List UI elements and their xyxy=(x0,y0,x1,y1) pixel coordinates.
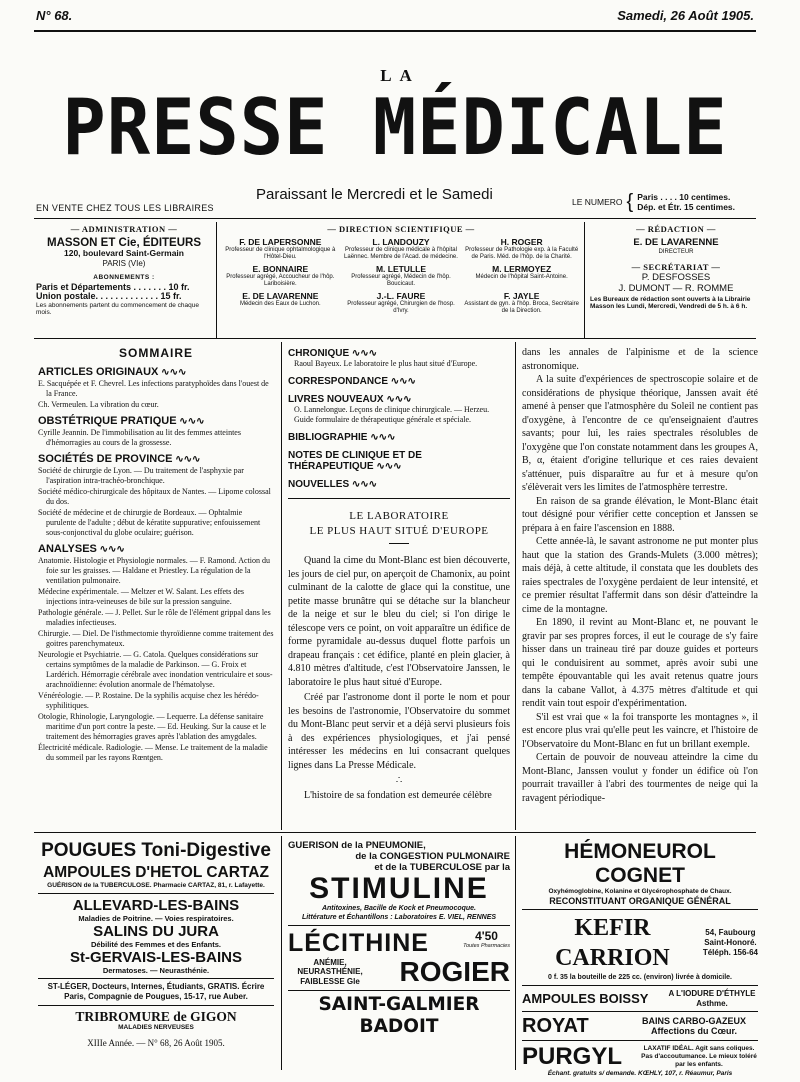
toc-heading xyxy=(288,348,510,359)
direction-member xyxy=(463,291,580,315)
sommaire-section-heading xyxy=(38,454,274,465)
ad-boissy-row xyxy=(522,989,758,1008)
member-name: E. DE LAVARENNE xyxy=(242,291,319,301)
direction-grid xyxy=(222,237,580,315)
article-title-2: LE PLUS HAUT SITUÉ D'EUROPE xyxy=(309,525,489,537)
ad-leger: ST-LÉGER, Docteurs, Internes, Étudiants, GRATIS. Écrire Paris, Compagnie de Pougues, 15-17, rue Auber. xyxy=(47,982,265,1001)
col3-paragraph-2: En raison de sa grande élévation, le Mont-Blanc était tout désigné pour vérifier cette conception et Janssen se prépara à en faire l'ascension en 1888. xyxy=(522,495,758,534)
ad-hetol: AMPOULES D'HETOL CARTAZ xyxy=(43,864,269,881)
section-heading-text: SOCIÉTÉS DE PROVINCE xyxy=(38,453,173,465)
section-heading-text: ANALYSES xyxy=(38,543,97,555)
redaction-heading: — RÉDACTION — xyxy=(636,224,716,234)
member-description: Professeur de Pathologie exp. à la Faculté de Paris. Méd. de l'hôp. de la Charité. xyxy=(465,247,579,260)
page-footer: XIIIe Année. — N° 68, 26 Août 1905. xyxy=(87,1038,225,1048)
ad-guerison-3: et de la TUBERCULOSE par la xyxy=(374,862,510,873)
sommaire-entry: Société de chirurgie de Lyon. — Du traitement de l'asphyxie par l'aspiration intra-trachéo-bronchique. xyxy=(38,466,244,485)
ads-left xyxy=(38,840,274,1048)
ad-royat: ROYAT xyxy=(522,1015,589,1037)
ad-gervais: St-GERVAIS-LES-BAINS xyxy=(70,949,242,966)
sommaire-column xyxy=(38,348,274,763)
sommaire-entry: E. Sacquépée et F. Chevrel. Les infections paratyphoïdes dans l'ouest de la France. xyxy=(38,379,269,398)
col3-paragraph-3: Cette année-là, le savant astronome ne put monter plus haut que la station des Grands-Mulets (3.000 mètres); mais déjà, à cette altitude, il constata que les doublets des raies spectrales de l'oxygène perdaient de leur intensité, et ce premier résultat l'affermit dans son désir d'atteindre la cime de la montagne. xyxy=(522,536,758,615)
member-description: Professeur de clinique ophtalmologique à l'Hôtel-Dieu. xyxy=(225,247,336,260)
ad-stimuline-sub-1: Antitoxines, Bacille de Kock et Pneumocoque. xyxy=(321,905,477,912)
right-column xyxy=(522,346,758,805)
contents-rule xyxy=(34,338,756,339)
sommaire-section-heading xyxy=(38,367,274,378)
ad-royat-sub: BAINS CARBO-GAZEUX Affections du Cœur. xyxy=(641,1015,746,1036)
direction-block xyxy=(222,224,580,315)
ads-rule xyxy=(34,832,756,833)
toc-entry: Raoul Bayeux. Le laboratoire le plus haut situé d'Europe. xyxy=(294,359,478,368)
member-name: F. DE LAPERSONNE xyxy=(239,237,322,247)
toc-heading-text: NOTES DE CLINIQUE ET DE THÉRAPEUTIQUE xyxy=(288,450,422,472)
direction-divider xyxy=(584,222,585,338)
member-description: Assistant de gyn. à l'hôp. Broca, Secrétaire de la Direction. xyxy=(464,301,579,314)
wave-ornament-icon: ∿∿∿ xyxy=(158,367,187,378)
member-name: M. LERMOYEZ xyxy=(492,264,552,274)
direction-member xyxy=(343,237,460,261)
toc-heading xyxy=(288,394,510,405)
sommaire-section-heading xyxy=(38,416,274,427)
toc-heading-text: CORRESPONDANCE xyxy=(288,376,389,387)
sommaire-entry: Pathologie générale. — J. Pellet. Sur le rôle de l'élément grippal dans les maladies infectieuses. xyxy=(38,608,271,627)
sommaire-entry: Otologie, Rhinologie, Laryngologie. — Lequerre. La défense sanitaire maritime d'un port contre la peste. — Ed. Heuking. Sur la cause et le traitement des hémorragies graves après l'ablation des amygdales. xyxy=(38,712,267,741)
ad-rogier-row xyxy=(288,957,510,987)
direction-member xyxy=(463,237,580,261)
abonnements-heading: ABONNEMENTS : xyxy=(93,274,155,281)
direction-member xyxy=(463,264,580,288)
issue-date: Samedi, 26 Août 1905. xyxy=(617,8,754,23)
sommaire-entry: Électricité médicale. Radiologie. — Mense. Le traitement de la maladie du sommeil par les rayons Rœntgen. xyxy=(38,743,268,762)
masthead-la: LA xyxy=(380,66,420,85)
wave-ornament-icon: ∿∿∿ xyxy=(367,432,396,443)
col1-divider xyxy=(281,342,282,830)
ad-gigon-sub: MALADIES NERVEUSES xyxy=(118,1024,194,1031)
toc-heading-text: NOUVELLES xyxy=(288,479,350,490)
member-name: F. JAYLE xyxy=(503,291,540,301)
ad-hemoneurol-sub: Oxyhémoglobine, Kolanine et Glycérophosphate de Chaux. xyxy=(548,888,732,895)
ad-allevard-sub: Maladies de Poitrine. — Voies respiratoires. xyxy=(78,914,234,923)
sommaire-entry: Cyrille Jeannin. De l'immobilisation au lit des femmes atteintes d'hémorragies au cours de la grossesse. xyxy=(38,428,241,447)
admin-divider xyxy=(216,222,217,338)
member-description: Professeur agrégé, Médecin de l'hôp. Boucicaut. xyxy=(351,274,451,287)
ads-center xyxy=(288,840,510,1038)
sommaire-section-heading xyxy=(38,544,274,555)
toc-heading xyxy=(288,479,510,490)
ad-royat-row xyxy=(522,1015,758,1037)
member-name: L. LANDOUZY xyxy=(372,237,430,247)
member-name: M. LETULLE xyxy=(375,264,427,274)
wave-ornament-icon: ∿∿∿ xyxy=(388,376,416,387)
direction-member xyxy=(222,237,339,261)
ad-lecithine-price-sub: Toutes Pharmacies xyxy=(463,943,510,949)
ads-right xyxy=(522,840,758,1078)
sommaire-title: SOMMAIRE xyxy=(119,346,193,360)
ads-divider-1 xyxy=(281,836,282,1070)
wave-ornament-icon: ∿∿∿ xyxy=(349,479,378,490)
member-description: Professeur agrégé, Accoucheur de l'hôp. Lariboisière. xyxy=(226,274,335,287)
member-name: E. BONNAIRE xyxy=(252,264,309,274)
header-rule xyxy=(34,218,756,219)
administration-block xyxy=(36,224,212,317)
ad-salins: SALINS DU JURA xyxy=(93,923,219,940)
top-line xyxy=(36,8,754,23)
wave-ornament-icon: ∿∿∿ xyxy=(176,416,205,427)
direction-member xyxy=(222,291,339,315)
title-short-rule xyxy=(389,543,409,544)
toc-heading-text: CHRONIQUE xyxy=(288,348,350,359)
center-toc xyxy=(288,348,510,490)
section-heading-text: OBSTÉTRIQUE PRATIQUE xyxy=(38,415,177,427)
sommaire-entry: Médecine expérimentale. — Meltzer et W. Salant. Les effets des injections intra-veineuses de bile sur la pression sanguine. xyxy=(38,587,244,606)
sommaire-entry: Société médico-chirurgicale des hôpitaux de Nantes. — Lipome colossal du dos. xyxy=(38,487,271,506)
section-heading-text: ARTICLES ORIGINAUX xyxy=(38,366,159,378)
wave-ornament-icon: ∿∿∿ xyxy=(373,461,402,472)
toc-entry: O. Lannelongue. Leçons de clinique chirurgicale. — Herzeu. Guide formulaire de thérapeutique générale et spéciale. xyxy=(294,405,490,424)
ad-gervais-sub: Dermatoses. — Neurasthénie. xyxy=(102,966,210,975)
col3-paragraph-0: dans les annales de l'alpinisme et de la science astronomique. xyxy=(522,347,758,372)
publisher-address: 120, boulevard Saint-Germain xyxy=(64,248,184,258)
secretary-2: J. DUMONT — R. ROMME xyxy=(618,282,734,294)
publisher-city: PARIS (VIe) xyxy=(102,258,146,268)
ad-salins-sub: Débilité des Femmes et des Enfants. xyxy=(90,940,222,949)
issue-number: N° 68. xyxy=(36,8,73,23)
director-label: DIRECTEUR xyxy=(658,249,694,255)
article-paragraph-1: Quand la cime du Mont-Blanc est bien découverte, les jours de ciel pur, on aperçoit de Chamonix, au point culminant de la calotte de glace qui la constitue, une petite masse brunâtre qui se détache sur la blancheur de la neige et sur le bleu du ciel; si l'on dirige le télescope vers ce point, on voit apparaître un édifice de forme pyramidale au-dessus duquel flotte parfois un drapeau français : cet édifice, planté en plein glacier, à 4.810 mètres d'altitude, c'est l'Observatoire Janssen, le laboratoire le plus haut situé d'Europe. xyxy=(288,555,510,688)
article-paragraph-3: L'histoire de sa fondation est demeurée célèbre xyxy=(304,790,492,801)
ad-stimuline: STIMULINE xyxy=(309,872,489,905)
secretary-1: P. DESFOSSES xyxy=(641,271,711,283)
toc-rule xyxy=(288,498,510,499)
sommaire-list xyxy=(38,367,274,763)
ad-kefir-address: 54, Faubourg Saint-Honoré. Téléph. 156-64 xyxy=(702,928,758,957)
sommaire-entry: Anatomie. Histologie et Physiologie normales. — F. Ramond. Action du foie sur les graisses. — Haldane et Priestley. La régulation de la ventilation pulmonaire. xyxy=(38,556,271,585)
ad-kefir: KEFIR CARRION xyxy=(555,915,670,971)
brace-glyph: { xyxy=(626,191,634,213)
numero-label: LE NUMERO xyxy=(572,197,623,207)
ad-purgyl-row xyxy=(522,1044,758,1070)
subtitle: Paraissant le Mercredi et le Samedi xyxy=(256,186,493,203)
wave-ornament-icon: ∿∿∿ xyxy=(96,544,125,555)
toc-heading xyxy=(288,450,510,472)
subscription-paris: Paris et Départements . . . . . . . 10 fr. xyxy=(36,281,190,292)
col3-paragraph-5: S'il est vrai que « la foi transporte les montagnes », il est encore plus vrai qu'elle peut les vaincre, et l'histoire de l'Observatoire du Mont-Blanc en fut un brillant exemple. xyxy=(522,711,758,750)
ad-hemoneurol-sub-2: RECONSTITUANT ORGANIQUE GÉNÉRAL xyxy=(549,896,731,906)
member-description: Médecin de l'hôpital Saint-Antoine. xyxy=(475,274,568,280)
member-description: Professeur agrégé, Chirurgien de l'hosp. d'Ivry. xyxy=(347,301,455,314)
wave-ornament-icon: ∿∿∿ xyxy=(172,454,201,465)
redaction-block xyxy=(590,224,762,311)
price-paris: Paris . . . . 10 centimes. xyxy=(637,192,731,202)
member-description: Médecin des Eaux de Luchon. xyxy=(239,301,321,307)
ad-lecithine: LÉCITHINE xyxy=(288,929,429,957)
article-paragraph-2: Créé par l'astronome dont il porte le nom et pour les besoins de l'astronomie, l'Observatoire du sommet du Mont-Blanc peut servir et a déjà servi plusieurs fois à des expériences physiologiques, et j'ai pensé intéresser les médecins en lui consacrant quelques lignes dans La Presse Médicale. xyxy=(288,692,510,771)
price-dep: Dép. et Étr. 15 centimes. xyxy=(637,202,736,212)
article-title-1: LE LABORATOIRE xyxy=(349,510,449,522)
numero-prices xyxy=(572,192,735,212)
ad-guerison-2: de la CONGESTION PULMONAIRE xyxy=(355,851,510,862)
ad-stimuline-sub-2: Littérature et Échantillons : Laboratoires E. VIEL, RENNES xyxy=(301,913,497,921)
section-dots: ∴ xyxy=(395,775,403,786)
direction-heading: — DIRECTION SCIENTIFIQUE — xyxy=(327,224,475,234)
top-rule xyxy=(34,30,756,32)
ad-badoit: SAINT-GALMIER BADOIT xyxy=(318,994,480,1037)
ad-allevard: ALLEVARD-LES-BAINS xyxy=(72,897,240,914)
administration-heading: — ADMINISTRATION — xyxy=(70,224,178,234)
ad-boissy-sub: A L'IODURE D'ÉTHYLE Asthme. xyxy=(668,989,756,1008)
ad-lecithine-row xyxy=(288,929,510,957)
ad-lecithine-sub: ANÉMIE, NEURASTHÉNIE, FAIBLESSE Gle xyxy=(297,957,363,986)
sommaire-entry: Ch. Vermeulen. La vibration du cœur. xyxy=(38,400,159,409)
ads-divider-2 xyxy=(515,836,516,1070)
ad-kefir-sub: 0 f. 35 la bouteille de 225 cc. (environ) livrée à domicile. xyxy=(547,974,733,981)
toc-heading-text: BIBLIOGRAPHIE xyxy=(288,432,368,443)
direction-member xyxy=(343,264,460,288)
toc-heading xyxy=(288,432,510,443)
wave-ornament-icon: ∿∿∿ xyxy=(349,348,378,359)
toc-heading xyxy=(288,376,510,387)
ad-guerison-1: GUERISON de la PNEUMONIE, xyxy=(288,840,426,851)
toc-heading-text: LIVRES NOUVEAUX xyxy=(288,394,384,405)
member-name: H. ROGER xyxy=(500,237,543,247)
direction-member xyxy=(222,264,339,288)
col3-paragraph-6: Certain de pouvoir de nouveau atteindre la cime du Mont-Blanc, Janssen voulut y fonder un édifice où l'on pourrait travailler à l'abri des tourmentes de neige qui la ravagent périodique- xyxy=(522,752,758,804)
ad-purgyl-sub: LAXATIF IDÉAL. Agit sans coliques. Pas d'accoutumance. Le mieux toléré par les enfants. xyxy=(641,1045,757,1068)
wave-ornament-icon: ∿∿∿ xyxy=(383,394,412,405)
ad-gigon: TRIBROMURE de GIGON xyxy=(75,1009,237,1024)
redaction-director: E. DE LAVARENNE xyxy=(633,237,719,248)
sommaire-entry: Société de médecine et de chirurgie de Bordeaux. — Ophtalmie purulente de l'adulte ; début de kératite suppurative; enfouissement sous-conjonctival du globe oculaire; guérison. xyxy=(38,508,261,537)
masthead-title: PRESSE MÉDICALE xyxy=(62,81,728,173)
member-description: Professeur de clinique médicale à l'hôpital Laënnec. Membre de l'Acad. de médecine. xyxy=(344,247,458,260)
ad-boissy: AMPOULES BOISSY xyxy=(522,990,649,1006)
center-column xyxy=(288,348,510,803)
ad-lecithine-price: 4'50 xyxy=(475,929,498,943)
sommaire-entry: Neurologie et Psychiatrie. — G. Catola. Quelques considérations sur certains symptômes de la maladie de Parkinson. — G. Froix et Lardérich. Hémorragie cérébrale avec inondation ventriculaire et sous-arachnoïdienne: évolution anormale de l'hématolyse. xyxy=(38,650,273,689)
sommaire-entry: Vénéréologie. — P. Rostaine. De la syphilis acquise chez les hérédo-syphilitiques. xyxy=(38,691,259,710)
member-name: J.-L. FAURE xyxy=(376,291,426,301)
direction-member xyxy=(343,291,460,315)
ad-purgyl-address: Échant. gratuits s/ demande. KŒHLY, 107, r. Réaumur, Paris xyxy=(547,1070,733,1077)
col2-divider xyxy=(515,342,516,830)
publisher: MASSON ET Cie, ÉDITEURS xyxy=(47,237,201,249)
subscription-note: Les abonnements partent du commencement de chaque mois. xyxy=(36,301,199,316)
ad-lecithine-price-block xyxy=(463,929,510,949)
col3-paragraph-4: En 1890, il revint au Mont-Blanc et, ne pouvant le gravir par ses propres forces, il eut le courage de s'y faire hisser dans un traineau tiré par douze guides et porteurs qui le conduisirent au sommet, après avoir subi une tempête épouvantable qui les avait retenus quatre jours dans la cabane Vallot, à 4.375 mètres d'altitude et qui rendit vain tout espoir d'expérimentation. xyxy=(522,617,758,709)
ad-kefir-row xyxy=(522,913,758,973)
vente-notice: EN VENTE CHEZ TOUS LES LIBRAIRES xyxy=(36,203,214,213)
ad-pougues: POUGUES Toni-Digestive xyxy=(41,840,271,861)
col3-paragraph-1: A la suite d'expériences de spectroscopie solaire et de considérations de physique théorique, Janssen avait été amené à penser que l'atmosphère du Soleil ne contient pas d'oxygène, à l'encontre de ce qu'enseignaient d'autres savants; pour lui, les raies spectrales résolubles de l'oxygène que l'on constate notamment dans les groupes A, B, α, étaient d'origine tellurique et ces raies devaient s'atténuer, puis disparaître au fur et à mesure qu'on s'élèverait vers les limites de l'atmosphère terrestre. xyxy=(522,374,758,493)
secretariat-heading: — SECRÉTARIAT — xyxy=(631,261,721,272)
ad-hetol-sub: GUÉRISON de la TUBERCULOSE. Pharmacie CARTAZ, 81, r. Lafayette. xyxy=(47,882,265,889)
ad-purgyl: PURGYL xyxy=(522,1043,623,1070)
redaction-note: Les Bureaux de rédaction sont ouverts à la Librairie Masson les Lundi, Mercredi, Vendredi de 5 h. à 6 h. xyxy=(590,295,751,310)
ad-hemoneurol: HÉMONEUROL COGNET xyxy=(564,840,716,887)
subscription-union: Union postale. . . . . . . . . . . . . 15 fr. xyxy=(36,291,182,301)
ad-rogier: ROGIER xyxy=(399,956,510,987)
sommaire-entry: Chirurgie. — Diel. De l'isthmectomie thyroïdienne comme traitement des goitres parenchymateux. xyxy=(38,629,274,648)
